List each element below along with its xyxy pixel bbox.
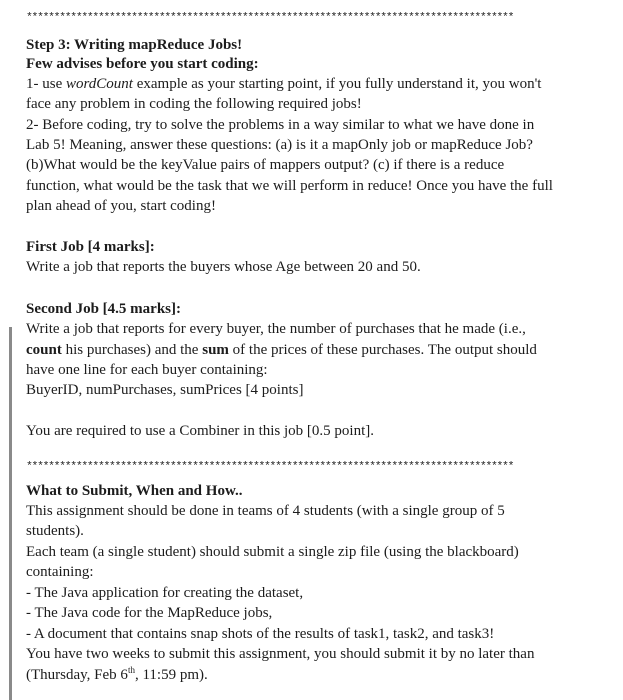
submit-heading: What to Submit, When and How..: [26, 483, 243, 499]
advice-item-1-rest: example as your starting point, if you fully understand it, you won't: [132, 76, 542, 92]
advice-item-2-line-4: function, what would be the task that we will perform in reduce! Once you have the full: [26, 178, 553, 194]
wordcount-term: wordCount: [66, 76, 133, 92]
advice-item-2-line-1: 2- Before coding, try to solve the problems in a way similar to what we have done in: [26, 117, 535, 133]
submit-line-5: - The Java application for creating the dataset,: [26, 585, 304, 601]
submit-line-4: containing:: [26, 564, 94, 580]
advice-item-1-prefix: 1- use: [26, 76, 66, 92]
deadline-time: , 11:59 pm).: [134, 667, 208, 683]
second-job-line-2-rest: of the prices of these purchases. The output should: [228, 342, 537, 358]
middle-star-divider: ****************************************************************************************: [26, 461, 514, 473]
second-job-line-3: have one line for each buyer containing:: [26, 362, 268, 378]
submit-line-3: Each team (a single student) should submit a single zip file (using the blackboard): [26, 544, 519, 560]
combiner-requirement: You are required to use a Combiner in this job [0.5 point].: [26, 423, 375, 439]
advice-heading: Few advises before you start coding:: [26, 56, 259, 72]
deadline-ordinal: th: [127, 665, 135, 675]
submit-line-2: students).: [26, 523, 84, 539]
submit-line-6: - The Java code for the MapReduce jobs,: [26, 605, 273, 621]
advice-item-1: [26, 74, 541, 94]
advice-item-2-line-5: plan ahead of you, start coding!: [26, 198, 216, 214]
second-job-line-2-mid: his purchases) and the: [61, 342, 203, 358]
top-star-divider: ****************************************************************************************: [26, 12, 514, 24]
step-title: Step 3: Writing mapReduce Jobs!: [26, 37, 243, 53]
second-job-line-4: BuyerID, numPurchases, sumPrices [4 points]: [26, 382, 304, 398]
submit-line-8: You have two weeks to submit this assignment, you should submit it by no later than: [26, 646, 535, 662]
left-margin-bar: [9, 327, 12, 700]
deadline-date: (Thursday, Feb 6: [26, 667, 128, 683]
deadline-line: [26, 665, 208, 685]
first-job-text: Write a job that reports the buyers whose Age between 20 and 50.: [26, 259, 421, 275]
advice-item-2-line-3: (b)What would be the keyValue pairs of mappers output? (c) if there is a reduce: [26, 157, 505, 173]
sum-term: sum: [202, 342, 229, 358]
advice-item-1-line-2: face any problem in coding the following required jobs!: [26, 96, 362, 112]
submit-line-1: This assignment should be done in teams of 4 students (with a single group of 5: [26, 503, 505, 519]
second-job-line-1: Write a job that reports for every buyer, the number of purchases that he made (i.e.,: [26, 321, 526, 337]
count-term: count: [26, 342, 62, 358]
first-job-heading: First Job [4 marks]:: [26, 239, 155, 255]
second-job-heading: Second Job [4.5 marks]:: [26, 301, 182, 317]
advice-item-2-line-2: Lab 5! Meaning, answer these questions: (a) is it a mapOnly job or mapReduce Job?: [26, 137, 533, 153]
second-job-line-2: [26, 340, 537, 360]
submit-line-7: - A document that contains snap shots of the results of task1, task2, and task3!: [26, 626, 495, 642]
